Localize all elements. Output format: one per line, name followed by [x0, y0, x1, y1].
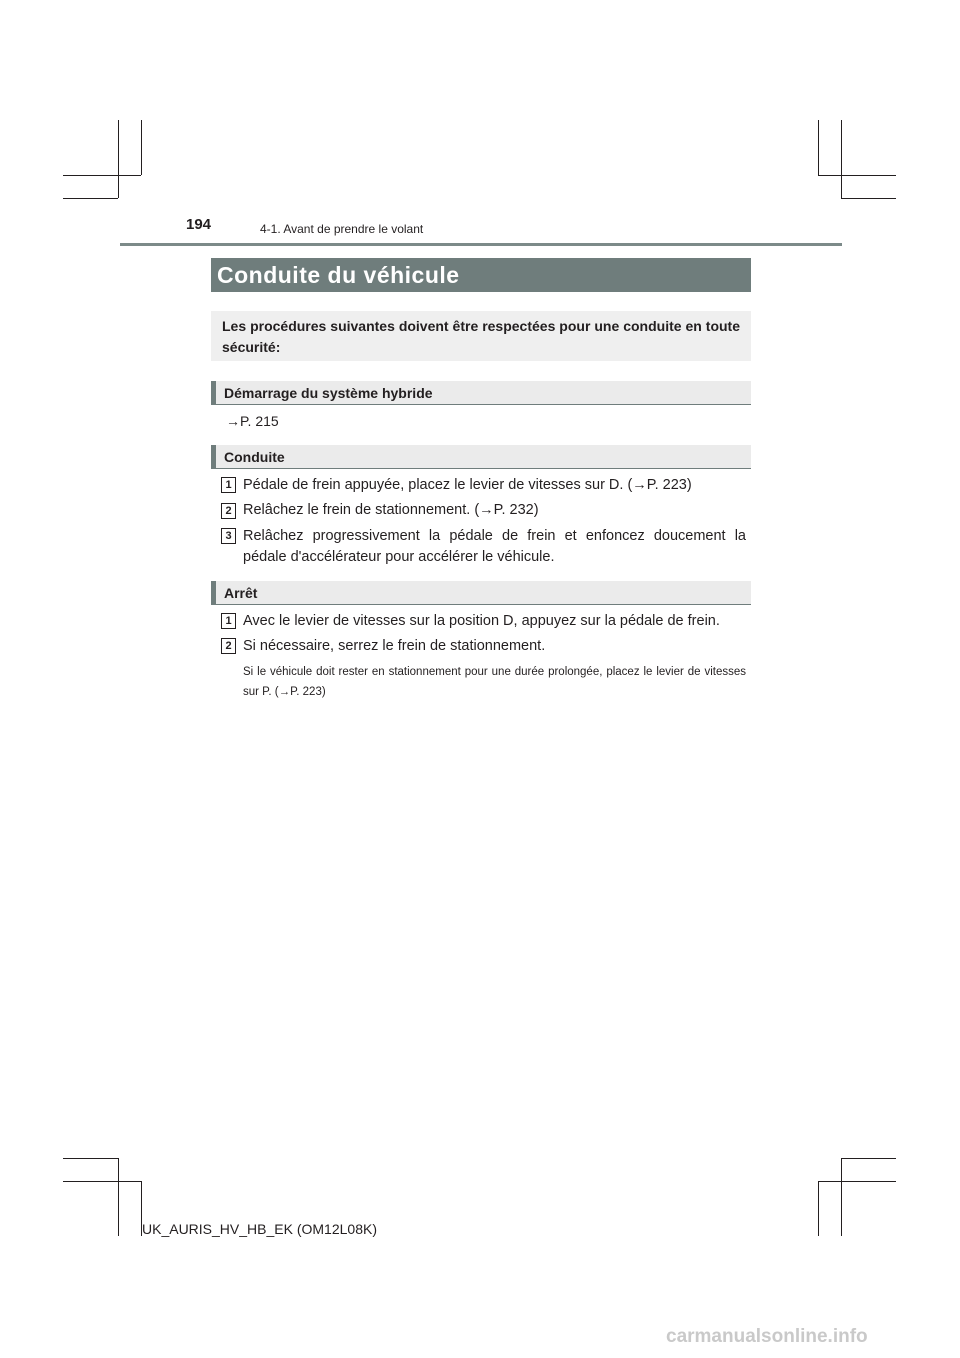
crop-mark: [818, 175, 896, 176]
crop-mark: [818, 1181, 819, 1236]
crop-mark: [63, 1181, 141, 1182]
crop-mark: [841, 1158, 896, 1159]
crop-mark: [63, 198, 118, 199]
crop-mark: [818, 1181, 896, 1182]
crop-mark: [63, 1158, 118, 1159]
subheading-stopping: [211, 581, 751, 605]
subheading-text: Conduite: [224, 449, 285, 465]
subheading-hybrid-start: [211, 381, 751, 405]
step-text: Pédale de frein appuyée, placez le levier de vitesses sur D. (→P. 223): [243, 477, 692, 493]
step-number-badge: 1: [221, 477, 236, 493]
subheading-text: Arrêt: [224, 585, 258, 601]
intro-box: [211, 311, 751, 361]
page-title: Conduite du véhicule: [217, 262, 460, 288]
step-text: Si nécessaire, serrez le frein de stationnement.: [243, 638, 546, 654]
subheading-driving: [211, 445, 751, 469]
page-reference-link[interactable]: →P. 215: [226, 413, 279, 429]
crop-mark: [841, 120, 842, 198]
step-text: Relâchez progressivement la pédale de frein et enfoncez doucement la pédale d'accélérateur pour accélérer le véhicule.: [243, 528, 746, 565]
document-code: UK_AURIS_HV_HB_EK (OM12L08K): [142, 1221, 377, 1237]
crop-mark: [141, 120, 142, 175]
page-title-bar: [211, 258, 751, 292]
subheading-text: Démarrage du système hybride: [224, 385, 433, 401]
note-text: Si le véhicule doit rester en stationnement pour une durée prolongée, placez le levier de vitesses sur P. (→P. 223): [243, 666, 746, 698]
intro-text: Les procédures suivantes doivent être respectées pour une conduite en toute sécurité:: [222, 318, 740, 355]
crop-mark: [118, 1158, 119, 1236]
crop-mark: [63, 175, 141, 176]
crop-mark: [118, 120, 119, 198]
crop-mark: [841, 198, 896, 199]
step-number-badge: 2: [221, 638, 236, 654]
step-number-badge: 1: [221, 613, 236, 629]
step-text: Relâchez le frein de stationnement. (→P. 232): [243, 502, 539, 518]
step-text: Avec le levier de vitesses sur la position D, appuyez sur la pédale de frein.: [243, 613, 720, 629]
section-heading: 4-1. Avant de prendre le volant: [260, 222, 424, 236]
page-number: 194: [186, 216, 212, 233]
crop-mark: [818, 120, 819, 175]
header-divider: [120, 243, 842, 246]
step-number-badge: 2: [221, 503, 236, 519]
step-number-badge: 3: [221, 528, 236, 544]
crop-mark: [841, 1158, 842, 1236]
watermark: carmanualsonline.info: [666, 1326, 868, 1347]
